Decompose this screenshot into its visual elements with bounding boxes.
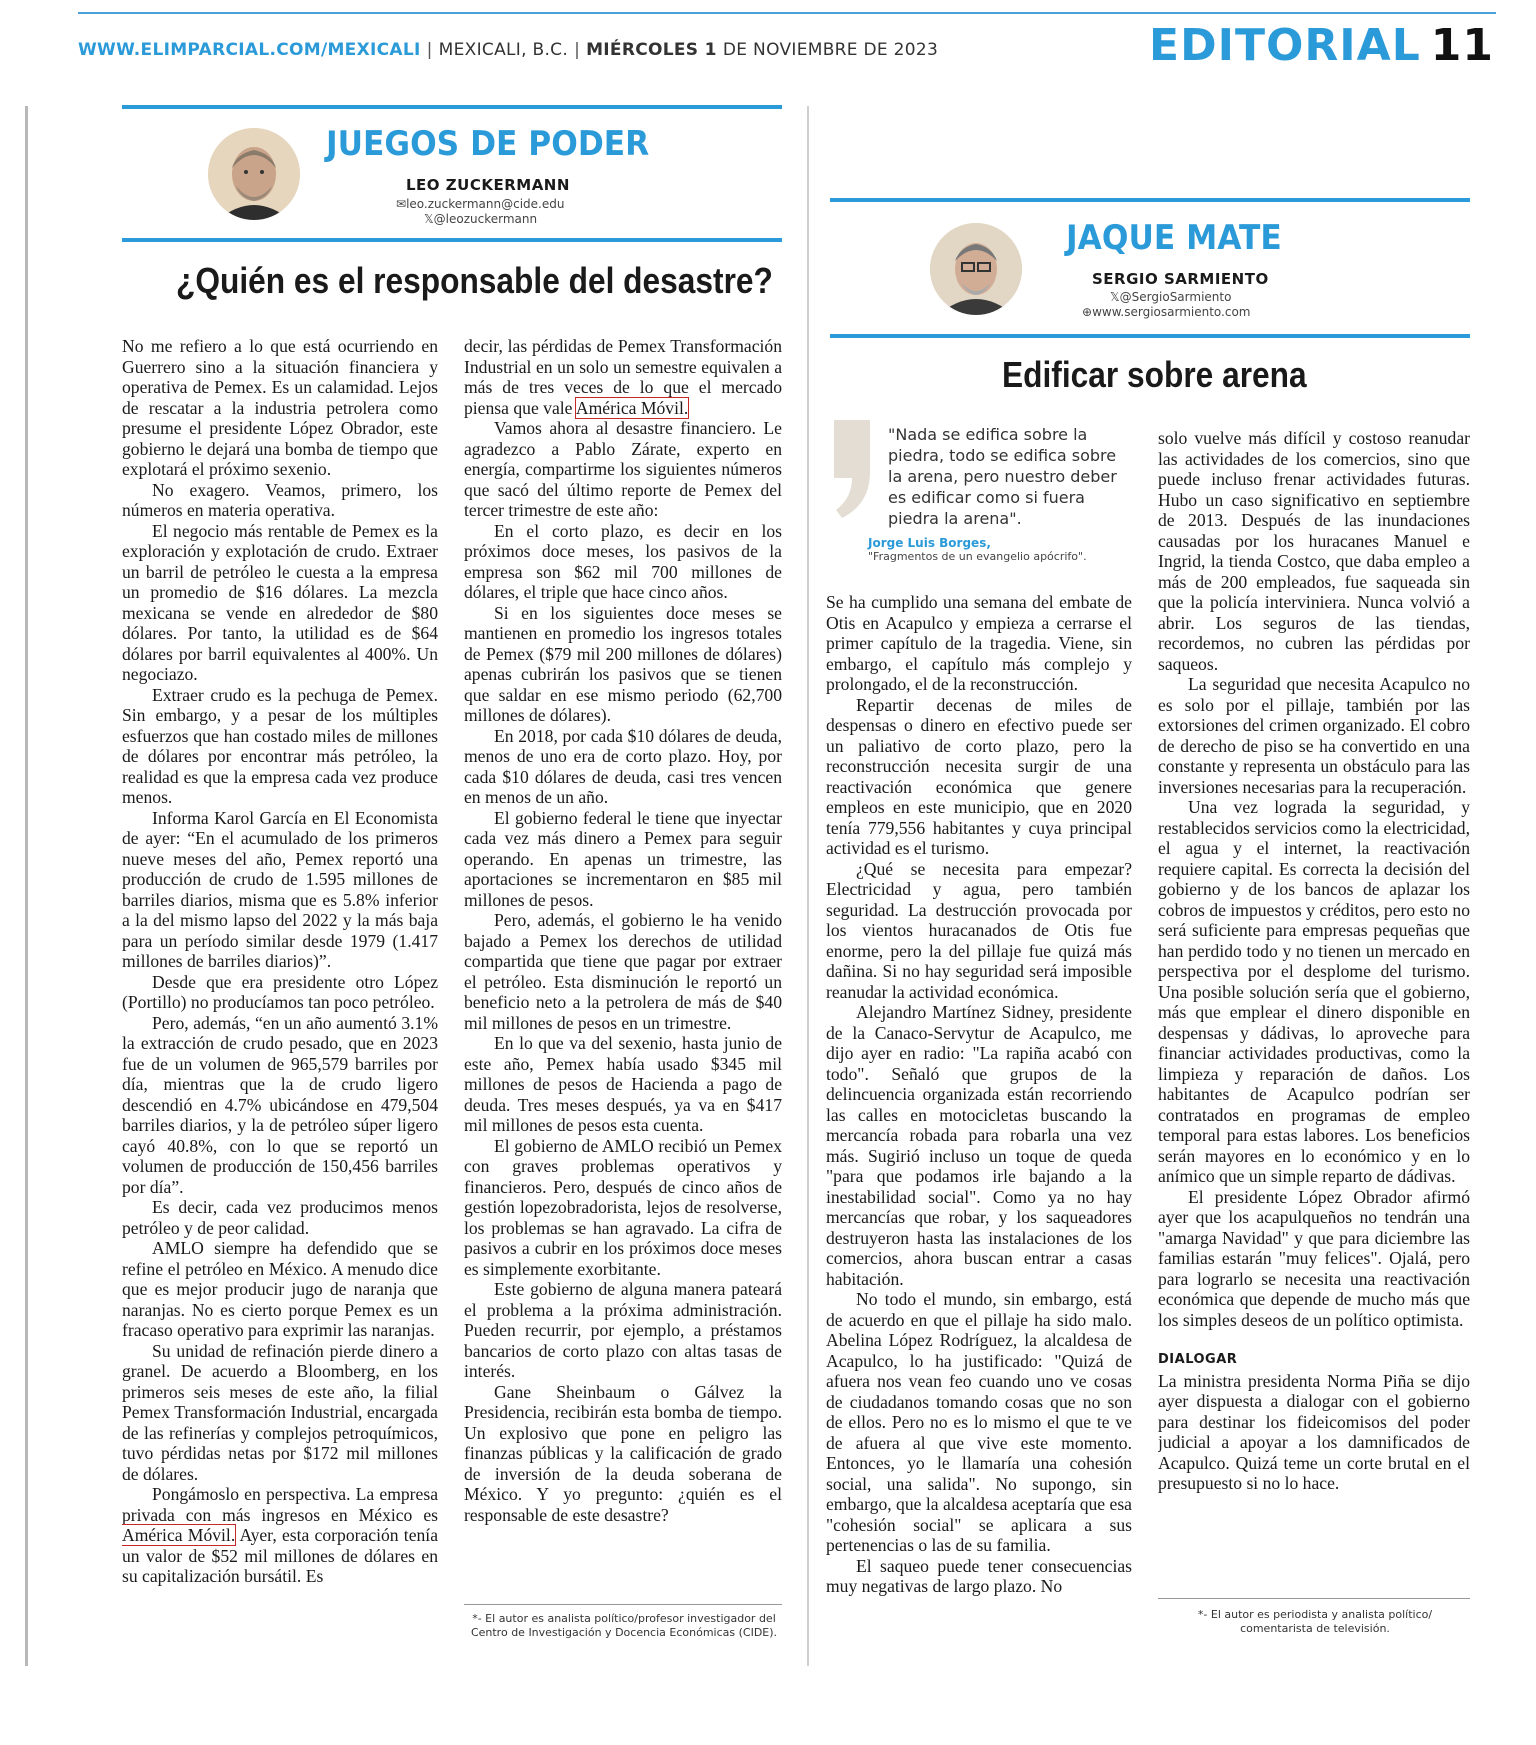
author-website[interactable]: www.sergiosarmiento.com [1092,305,1251,319]
headline-left: ¿Quién es el responsable del desastre? [176,260,773,301]
paragraph: Pero, además, el gobierno le ha venido bajado a Pemex los derechos de utilidad compartida que tiene que pagar por extraer el petróleo. Esta disminución le reportó un beneficio neto a la petrolera de más de $40 mil millones de pesos en un trimestre. [464,910,782,1033]
paragraph: Es decir, cada vez producimos menos petróleo y de peor calidad. [122,1197,438,1238]
headline-right: Edificar sobre arena [1002,354,1307,395]
paragraph: Desde que era presidente otro López (Portillo) no producíamos tan poco petróleo. [122,971,438,1012]
page-number: 11 [1430,20,1494,71]
x-logo-icon: 𝕏 [424,212,434,226]
author-handle[interactable]: @leozuckermann [433,212,538,226]
author-name-sarmiento: SERGIO SARMIENTO [1092,270,1269,288]
article-right-col1 [826,592,1132,1650]
author-handle-line [424,212,537,226]
paragraph: Vamos ahora al desastre financiero. Le agradezco a Pablo Zárate, experto en energía, compartirme los siguientes números que sacó del último reporte de Pemex del tercer trimestre de este año: [464,418,782,520]
author-handle[interactable]: @SergioSarmiento [1119,290,1232,304]
article-left-col1 [122,336,438,1648]
paragraph: Pongámoslo en perspectiva. La empresa privada con más ingresos en México es América Móvil. Ayer, esta corporación tenía un valor de $52 mil millones de dólares en su capitalización bursátil. Es [122,1484,438,1586]
paragraph: En el corto plazo, es decir en los próximos doce meses, los pasivos de la empresa son $62 mil 700 millones de dólares, el triple que hace cinco años. [464,520,782,602]
date-rest: DE NOVIEMBRE DE 2023 [722,40,939,60]
paragraph: No me refiero a lo que está ocurriendo en Guerrero sino a la situación financiera y operativa de Pemex. Es un calamidad. Lejos de rescatar a la industria petrolera como presume el presidente López Obrador, este gobierno le dejará una bomba de tiempo que explotará el próximo sexenio. [122,336,438,479]
paragraph: Si en los siguientes doce meses se mantienen en promedio los ingresos totales de Pemex ($79 mil 200 millones de dólares) apenas cubrirán los pasivos que se tienen que saldar en ese mismo periodo (62,700 millones de dólares). [464,602,782,725]
paragraph: En lo que va del sexenio, hasta junio de este año, Pemex había usado $345 mil millones de pesos de Hacienda a pago de deuda. Tres meses después, ya va en $417 mil millones de pesos esta cuenta. [464,1033,782,1135]
paragraph: El negocio más rentable de Pemex es la exploración y explotación de crudo. Extraer un barril de petróleo le cuesta a la empresa un promedio de $16 dólares. La mezcla mexicana se vende en alrededor de $80 dólares. Por tanto, la utilidad es de $64 dólares por barril equivalentes al 400%. Un negociazo. [122,520,438,684]
paragraph: Repartir decenas de miles de despensas o dinero en efectivo puede ser un paliativo de corto plazo, pero la reconstrucción necesita surgir de una reactivación económica que genere empleos en este municipio, que en 2020 tenía 779,556 habitantes y cuya principal actividad es el turismo. [826,694,1132,858]
author-portrait-zuckermann [208,128,300,220]
epigraph-author: Jorge Luis Borges, [868,536,991,550]
page-edge [25,106,28,1666]
paragraph: Extraer crudo es la pechuga de Pemex. Sin embargo, y a pesar de los múltiples esfuerzos que han costado miles de millones de dólares por encontrar más petróleo, la realidad es que la empresa cada vez produce menos. [122,684,438,807]
city: MEXICALI, B.C. [438,40,569,60]
epigraph-quote: "Nada se edifica sobre la piedra, todo se edifica sobre la arena, pero nuestro deber es edificar como si fuera piedra la arena". [888,425,1117,528]
paragraph: Informa Karol García en El Economista de ayer: “En el acumulado de los primeros nueve meses del año, Pemex reportó una producción de crudo de 1.595 millones de barriles diarios, misma que es 5.8% inferior a la del mismo lapso del 2022 y la más baja para un período similar desde 1979 (1.417 millones de barriles diarios)”. [122,807,438,971]
paragraph: La seguridad que necesita Acapulco no es solo por el pillaje, también por las extorsiones del crimen organizado. El cobro de derecho de piso se ha convertido en una constante y representa un obstáculo para las inversiones necesarias para la recuperación. [1158,674,1470,797]
section-header [1149,20,1494,71]
highlighted-company: América Móvil. [575,397,689,418]
site-url[interactable]: WWW.ELIMPARCIAL.COM/MEXICALI [78,40,421,60]
paragraph: Una vez lograda la seguridad, y restablecidos servicios como la electricidad, el agua y el internet, la reactivación requiere capital. Es correcta la decisión del gobierno y de los bancos de aplazar los cobros de impuestos y créditos, pero esto no será suficiente para empresas pequeñas que han perdido todo y no tienen un mercado en perspectiva por el desplome del turismo. Una posible solución sería que el gobierno, más que emplear el dinero disponible en despensas y dádivas, lo aproveche para financiar actividades productivas, como la limpieza y reparación de daños. Los habitantes de Acapulco podrían ser contratados en programas de empleo temporal para estas labores. Los beneficios serán mayores en lo económico y en lo anímico que un simple reparto de dádivas. [1158,797,1470,1186]
paragraph: Pero, además, “en un año aumentó 3.1% la extracción de crudo pesado, que en 2023 fue de un volumen de 965,579 barriles por día, mientras que la de crudo ligero descendió en 4.7% ubicándose en 479,504 barriles diarios, y la de petróleo súper ligero cayó 40.8%, con lo que se reportó un volumen de producción de 150,456 barriles por día”. [122,1012,438,1197]
envelope-icon: ✉ [396,197,407,211]
paragraph: No exagero. Veamos, primero, los números en materia operativa. [122,479,438,520]
paragraph: decir, las pérdidas de Pemex Transformación Industrial en un solo un semestre equivalen a más de tres veces de lo que el mercado piensa que vale América Móvil. [464,336,782,418]
paragraph: ¿Qué se necesita para empezar? Electricidad y agua, pero también seguridad. La destrucción provocada por los vientos huracanados de Otis fue enorme, pero la del pillaje fue quizá más dañina. Si no hay seguridad será imposible reanudar la actividad económica. [826,858,1132,1002]
author-email[interactable]: leo.zuckermann@cide.edu [406,197,565,211]
left-top-rule [122,105,782,109]
article-right-col2 [1158,428,1470,1596]
right-bottom-rule [830,334,1470,338]
column-divider [807,106,809,1666]
globe-icon: ⊕ [1082,305,1093,319]
paragraph: En 2018, por cada $10 dólares de deuda, menos de uno era de corto plazo. Hoy, por cada $10 dólares de deuda, casi tres vencen en menos de un año. [464,725,782,807]
paragraph: Su unidad de refinación pierde dinero a granel. De acuerdo a Bloomberg, en los primeros seis meses de este año, la filial Pemex Transformación Industrial, encargada de las refinerías y complejos petroquímicos, tuvo pérdidas netas por $172 mil millones de dólares. [122,1340,438,1484]
paragraph: solo vuelve más difícil y costoso reanudar las actividades de los comercios, sino que puede incluso frenar actividades futuras. Hubo un caso significativo en septiembre de 2013. Después de las inundaciones causadas por los huracanes Manuel e Ingrid, la tienda Costco, que daba empleo a más de 200 empleados, fue saqueada sin que la policía interviniera. Nunca volvió a abrir. Los seguros de las tiendas, recordemos, no cubren las pérdidas por saqueos. [1158,428,1470,674]
paragraph: El presidente López Obrador afirmó ayer que los acapulqueños no tendrán una "amarga Navidad" y que para diciembre las familias estarán "muy felices". Ojalá, pero para lograrlo se necesita una reactivación económica que depende de mucho más que los simples deseos de un político optimista. [1158,1186,1470,1330]
top-rule [78,12,1496,14]
author-name-zuckermann: LEO ZUCKERMANN [406,176,570,194]
paragraph: El saqueo puede tener consecuencias muy negativas de largo plazo. No [826,1555,1132,1596]
author-email-line [396,197,564,211]
paragraph: Se ha cumplido una semana del embate de Otis en Acapulco y empieza a cerrarse el primer capítulo de la tragedia. Viene, sin embargo, el capítulo más complejo y prolongado, el de la reconstrucción. [826,592,1132,694]
footnote-rule-right [1158,1598,1470,1599]
subhead-dialogar: DIALOGAR [1158,1352,1238,1367]
column-title-jaque: JAQUE MATE [1066,218,1282,258]
footnote-rule-left [464,1604,782,1605]
paragraph: Gane Sheinbaum o Gálvez la Presidencia, recibirán esta bomba de tiempo. Un explosivo que pone en peligro las finanzas públicas y la calificación de grado de inversión de la deuda soberana de México. Y yo pregunto: ¿quién es el responsable de este desastre? [464,1381,782,1525]
masthead: WWW.ELIMPARCIAL.COM/MEXICALI | MEXICALI, B.C. | MIÉRCOLES 1 DE NOVIEMBRE DE 2023 [78,40,939,60]
paragraph: La ministra presidenta Norma Piña se dijo ayer dispuesta a dialogar con el gobierno para destinar los fideicomisos del poder judicial a apoyar a los damnificados de Acapulco. Quizá teme un corte brutal en el presupuesto si no lo hace. [1158,1370,1470,1493]
x-logo-icon: 𝕏 [1110,290,1120,304]
author-portrait-sarmiento [930,223,1022,315]
epigraph-attribution [868,536,1087,563]
epigraph-source: "Fragmentos de un evangelio apócrifo". [868,550,1087,563]
footnote-left: *- El autor es analista político/profesor investigador del Centro de Investigación y Docencia Económicas (CIDE). [470,1612,778,1639]
article-left-col2 [464,336,782,1586]
paragraph: No todo el mundo, sin embargo, está de acuerdo en que el pillaje ha sido malo. Abelina López Rodríguez, la alcaldesa de Acapulco, lo ha justificado: "Quizá de afuera nos vean feo cuando uno ve cosas de ciudadanos tomando cosas que no son de ellos. Pero no es lo mismo el que te ve de afuera al que vive este momento. Entonces, yo le llamaría una cohesión social, una salida". No supongo, sin embargo, que la alcaldesa aceptaría que esa "cohesión social" se aplicara a sus pertenencias o las de su familia. [826,1289,1132,1555]
highlighted-company: América Móvil. [122,1525,236,1545]
paragraph: AMLO siempre ha defendido que se refine el petróleo en México. A menudo dice que es mejor producir jugo de naranja que naranjas. No es cierto porque Pemex es un fracaso operativo para exprimir las naranjas. [122,1238,438,1340]
author-website-line [1082,305,1251,319]
paragraph: El gobierno de AMLO recibió un Pemex con graves problemas operativos y financieros. Pero, después de cinco años de gestión lopezobradorista, lejos de resolverse, los problemas se han agravado. La cifra de pasivos a cubrir en los próximos doce meses es simplemente exorbitante. [464,1135,782,1279]
left-bottom-rule [122,238,782,242]
paragraph: Alejandro Martínez Sidney, presidente de la Canaco-Servytur de Acapulco, me dijo ayer en radio: "La rapiña acabó con todo". Señaló que grupos de la delincuencia organizada están recorriendo las calles en motocicletas buscando la mercancía robada para robarla una vez más. Sugirió incluso un toque de queda "para que podamos irle bajando a la inestabilidad social". Como ya no hay mercancías que robar, y los saqueadores destruyeron hasta las instalaciones de los comercios, ahora buscan entrar a casas habitación. [826,1002,1132,1289]
date-day: MIÉRCOLES 1 [586,40,717,60]
paragraph: Este gobierno de alguna manera pateará el problema a la próxima administración. Pueden recurrir, por ejemplo, a préstamos bancarios de corto plazo con altas tasas de interés. [464,1279,782,1381]
footnote-right: *- El autor es periodista y analista político/ comentarista de televisión. [1197,1608,1433,1635]
section-name: EDITORIAL [1149,20,1421,71]
column-title-juegos: JUEGOS DE PODER [326,124,650,164]
paragraph: El gobierno federal le tiene que inyectar cada vez más dinero a Pemex para seguir operando. En apenas un trimestre, las aportaciones se incrementaron en $85 mil millones de pesos. [464,807,782,910]
right-top-rule [830,198,1470,202]
author-handle-line [1110,290,1231,304]
quote-mark-icon [830,420,880,520]
